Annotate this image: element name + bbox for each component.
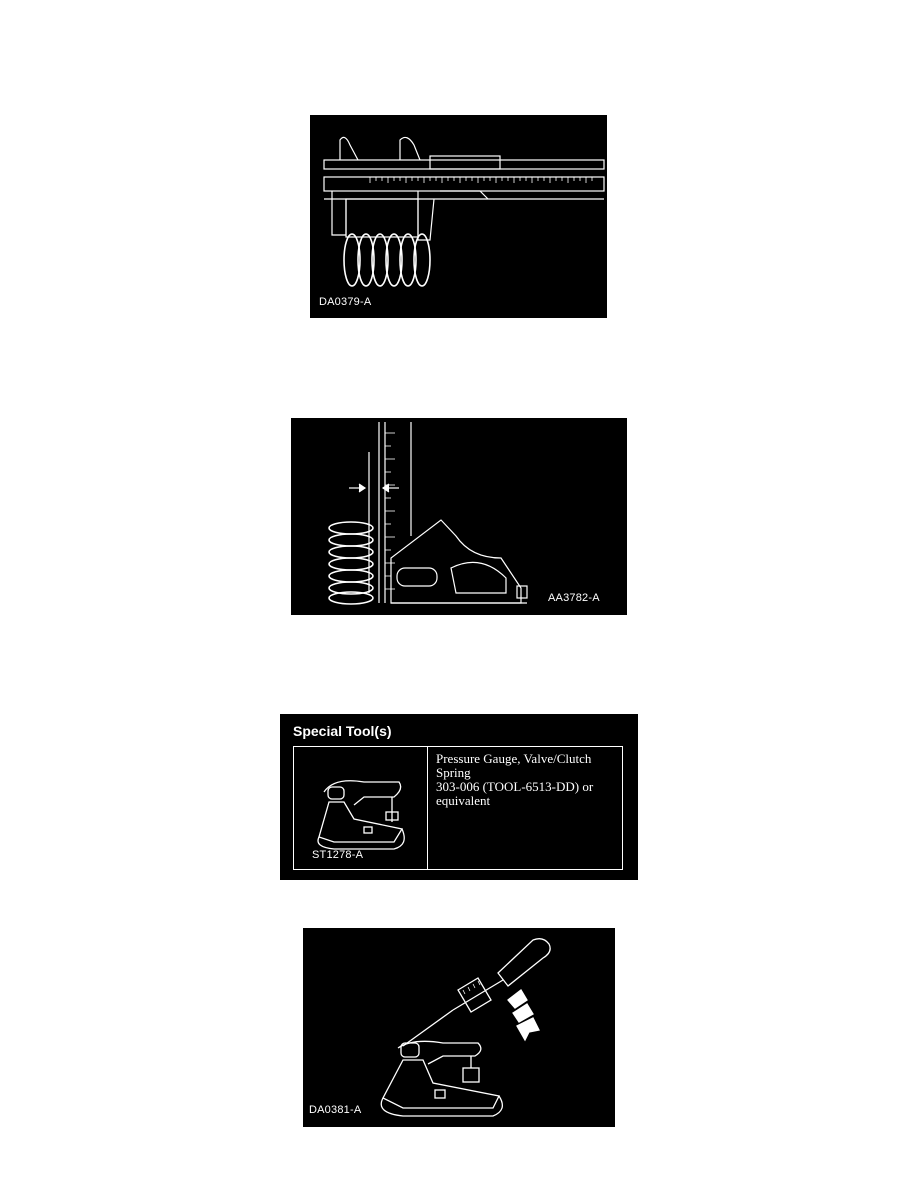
special-tool-title: Special Tool(s) — [293, 723, 392, 739]
tool-description-line: 303-006 (TOOL-6513-DD) or — [436, 779, 594, 794]
figure-code: DA0379-A — [319, 296, 372, 308]
square-figure — [291, 418, 627, 615]
caliper-spring-icon — [310, 115, 607, 318]
tool-description — [436, 752, 621, 808]
tool-description-line: Spring — [436, 765, 471, 780]
tool-image-cell — [294, 747, 428, 869]
figure-code: AA3782-A — [548, 592, 600, 604]
figure-code: ST1278-A — [312, 849, 364, 861]
special-tool-grid — [293, 746, 623, 870]
square-spring-icon — [291, 418, 627, 615]
special-tool-table — [280, 714, 638, 880]
caliper-figure — [310, 115, 607, 318]
tool-description-line: Pressure Gauge, Valve/Clutch — [436, 751, 592, 766]
gauge-figure — [303, 928, 615, 1127]
figure-code: DA0381-A — [309, 1104, 362, 1116]
torque-wrench-gauge-icon — [303, 928, 615, 1127]
tool-description-line: equivalent — [436, 793, 491, 808]
